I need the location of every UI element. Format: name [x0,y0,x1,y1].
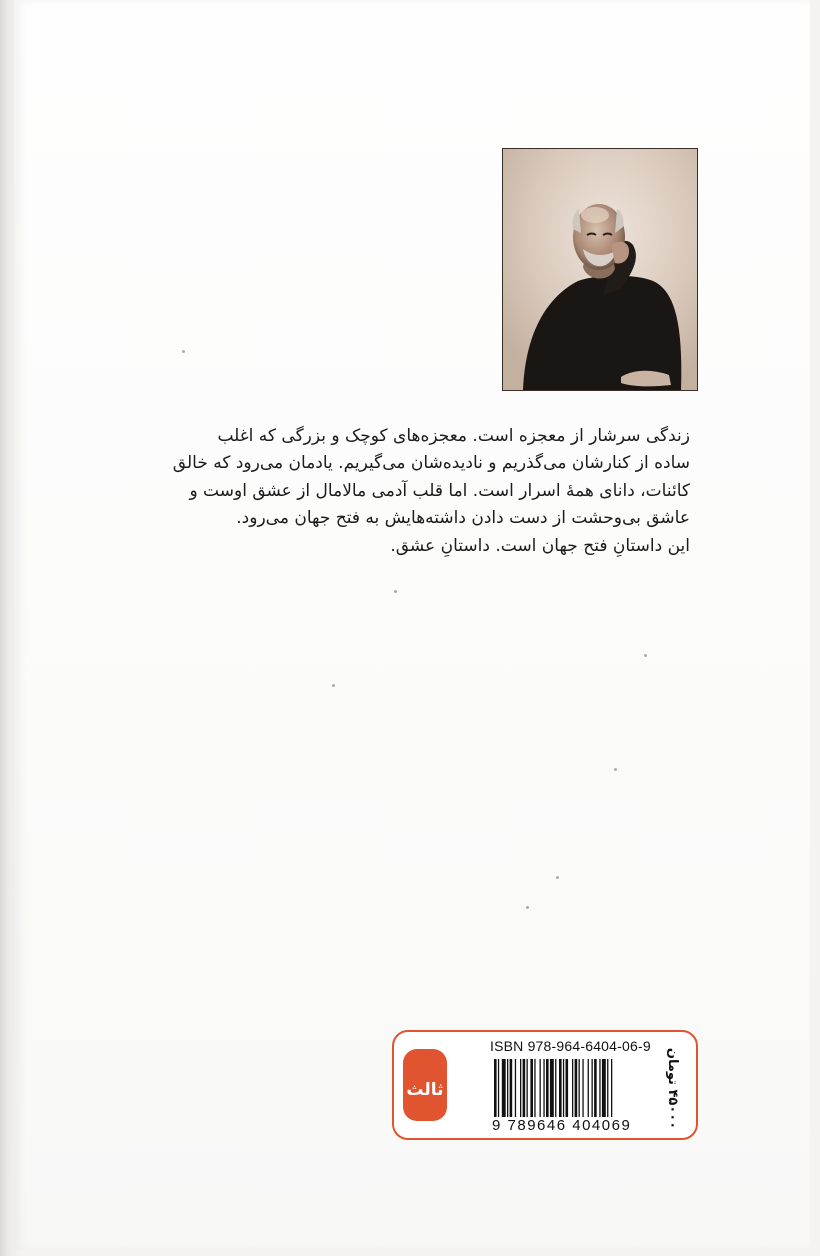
barcode-bar [515,1059,516,1117]
blurb-line: ساده از کنارشان می‌گذریم و نادیده‌شان می‌گیریم. یادمان می‌رود که خالق [172,453,690,474]
barcode-bar [611,1059,612,1117]
barcode-bar [534,1059,535,1117]
barcode-bar [592,1059,593,1117]
back-cover-blurb [170,423,690,560]
barcode-bar [507,1059,508,1117]
barcode-bar [575,1059,578,1117]
barcode-bar [602,1059,606,1117]
barcode-bar [510,1059,513,1117]
barcode-bar [566,1059,569,1117]
paper-speck [526,906,529,909]
barcode-bar [582,1059,583,1117]
price-text: ۴۵۰۰۰ تومان [665,1047,681,1129]
barcode-bar [527,1059,528,1117]
author-portrait-illustration [503,149,697,390]
barcode-digits: 9 789646 404069 [492,1117,632,1134]
blurb-line: این داستانِ فتح جهان است. داستانِ عشق. [390,535,690,556]
publisher-logo [402,1048,448,1122]
paper-speck [182,350,185,353]
blurb-line: کائنات، دانای همهٔ اسرار است. اما قلب آدمی مالامال از عشق اوست و [189,480,690,501]
barcode-bar [494,1059,497,1117]
author-photo [502,148,698,391]
barcode-bar [607,1059,608,1117]
barcode-bar [599,1059,600,1117]
barcode-bar [498,1059,499,1117]
paper-speck [394,590,397,593]
paper-speck [644,654,647,657]
barcode-bar [530,1059,533,1117]
isbn-barcode-block [392,1030,698,1140]
barcode-bar [594,1059,597,1117]
isbn-label: ISBN 978-964-6404-06-9 [490,1038,651,1054]
barcode-bar [588,1059,589,1117]
publisher-logo-text: ثالث [406,1080,444,1100]
barcode-bar [572,1059,573,1117]
barcode-bar [520,1059,521,1117]
paper-speck [332,684,335,687]
barcode-bar [546,1059,549,1117]
barcode-bar [563,1059,564,1117]
barcode-bar [559,1059,562,1117]
blurb-line: زندگی سرشار از معجزه است. معجزه‌های کوچک و بزرگی که اغلب [217,426,690,446]
barcode-bar [543,1059,544,1117]
barcode-bar [540,1059,541,1117]
barcode [494,1059,650,1117]
publisher-logo-icon [402,1048,448,1122]
price-tag [656,1042,690,1134]
paper-speck [614,768,617,771]
paper-speck [556,876,559,879]
barcode-bar [523,1059,526,1117]
barcode-bar [550,1059,554,1117]
barcode-bar [502,1059,506,1117]
barcode-bar [555,1059,556,1117]
barcode-bar [579,1059,580,1117]
blurb-line: عاشق بی‌وحشت از دست دادن داشته‌هایش به فتح جهان می‌رود. [236,508,690,529]
